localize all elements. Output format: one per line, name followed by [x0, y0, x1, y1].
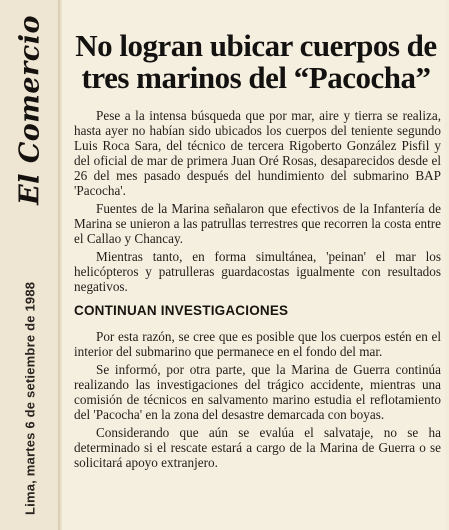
subheading: CONTINUAN INVESTIGACIONES — [74, 303, 289, 318]
paragraph: Pese a la intensa búsqueda que por mar, aire y tierra se realiza, hasta ayer no habían sido ubicados los cuerpos del teniente segundo Luis Roca Sara, del técnico de tercera Rigoberto González Pisfil y del oficial de mar de primera Juan Oré Rosas, desaparecidos desde el 26 del mes pasado después del hundimiento del submarino BAP 'Pacocha'. — [74, 108, 441, 198]
paragraph: Por esta razón, se cree que es posible que los cuerpos estén en el interior del submarino que permanece en el fondo del mar. — [74, 329, 441, 359]
dateline: Lima, martes 6 de setiembre de 1988 — [22, 281, 38, 515]
article — [62, 0, 445, 530]
newspaper-masthead: El Comercio — [14, 15, 46, 205]
masthead-strip — [0, 0, 61, 530]
headline: No logran ubicar cuerpos de tres marinos del “Pacocha” — [75, 28, 437, 95]
masthead-rotated — [15, 15, 46, 515]
paragraph: Considerando que aún se evalúa el salvataje, no se ha determinado si el rescate estará a cargo de la Marina de Guerra o se solicitará apoyo extranjero. — [74, 425, 441, 470]
paragraph: Fuentes de la Marina señalaron que efectivos de la Infantería de Marina se unieron a las patrullas terrestres que recorren la costa entre el Callao y Chancay. — [74, 201, 441, 246]
paragraph: Mientras tanto, en forma simultánea, 'peinan' el mar los helicópteros y patrulleras guardacostas igualmente con resultados negativos. — [74, 249, 441, 294]
paragraph: Se informó, por otra parte, que la Marina de Guerra continúa realizando las investigaciones del trágico accidente, mientras una comisión de técnicos en salvamento marino estudia el reflotamiento del 'Pacocha' en la zona del desastre demarcada con boyas. — [74, 362, 441, 422]
article-body — [74, 108, 441, 473]
